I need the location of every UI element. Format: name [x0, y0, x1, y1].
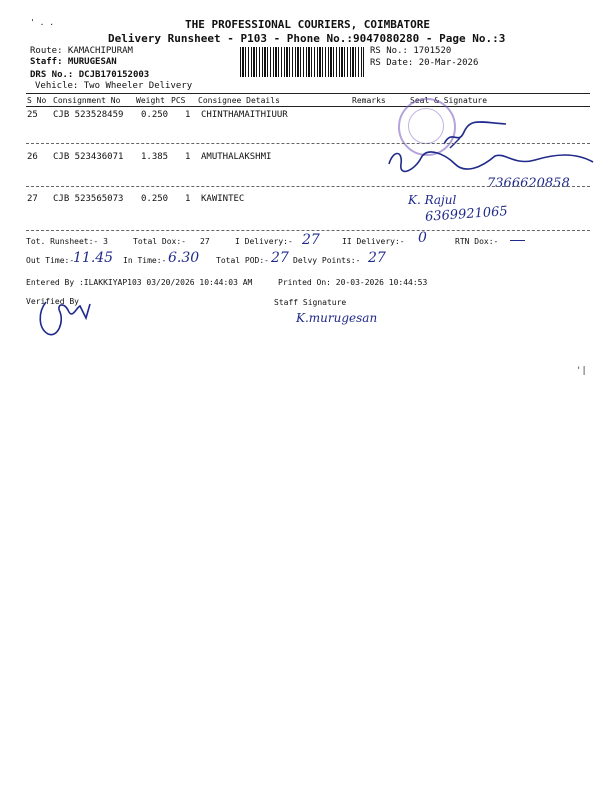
scan-marks: ' . .	[30, 18, 55, 27]
ii-delivery-label: II Delivery:-	[342, 237, 405, 246]
row-divider	[26, 143, 590, 144]
drs-number: DRS No.: DCJB170152003	[30, 70, 150, 80]
col-pcs: PCS	[171, 96, 186, 105]
total-dox-label: Total Dox:-	[133, 237, 186, 246]
header-rule-top	[26, 93, 590, 94]
verified-by-signature	[34, 298, 98, 340]
entered-by: Entered By :ILAKKIYAP103 03/20/2026 10:44:03 AM	[26, 278, 253, 287]
tot-runsheet: Tot. Runsheet:- 3	[26, 237, 108, 246]
col-seal: Seal & Signature	[410, 96, 488, 105]
row-divider	[26, 186, 590, 187]
company-title: THE PROFESSIONAL COURIERS, COIMBATORE	[185, 18, 431, 31]
route-field: Route: KAMACHIPURAM	[30, 46, 133, 56]
row-27-consignee: KAWINTEC	[201, 194, 245, 204]
delvy-points-value: 27	[368, 250, 386, 266]
i-delivery-value: 27	[302, 232, 320, 248]
ii-delivery-value: 0	[418, 230, 427, 246]
row-27-consignment: CJB 523565073	[53, 194, 124, 204]
col-weight: Weight	[136, 96, 165, 105]
row-26-consignment: CJB 523436071	[53, 152, 124, 162]
row-27-weight: 0.250	[141, 194, 169, 204]
vehicle-field: Vehicle: Two Wheeler Delivery	[35, 81, 193, 91]
row-27-phone: 6369921065	[424, 204, 509, 225]
row-26-consignee: AMUTHALAKSHMI	[201, 152, 272, 162]
row-27-sno: 27	[27, 194, 38, 204]
row-26-weight: 1.385	[141, 152, 169, 162]
in-time-label: In Time:-	[123, 256, 167, 265]
staff-field: Staff: MURUGESAN	[30, 57, 117, 67]
in-time-value: 6.30	[168, 250, 200, 266]
row-26-sno: 26	[27, 152, 38, 162]
header-rule-bottom	[26, 106, 590, 107]
total-pod-value: 27	[271, 250, 289, 266]
i-delivery-label: I Delivery:-	[235, 237, 293, 246]
runsheet-subtitle: Delivery Runsheet - P103 - Phone No.:9047080280 - Page No.:3	[108, 32, 506, 45]
row-25-consignee: CHINTHAMAITHIUUR	[201, 110, 288, 120]
col-consignment: Consignment No	[53, 96, 121, 105]
row-27-receiver-name: K. Rajul	[408, 193, 457, 207]
margin-mark: '|	[576, 366, 587, 376]
total-dox-value: 27	[200, 237, 210, 246]
col-sno: S No	[27, 96, 47, 105]
rs-number: RS No.: 1701520	[370, 46, 452, 56]
row-25-sno: 25	[27, 110, 38, 120]
row-27-pcs: 1	[185, 194, 191, 204]
row-26-signature	[385, 146, 597, 176]
total-pod-label: Total POD:-	[216, 256, 269, 265]
staff-signature: K.murugesan	[296, 311, 378, 325]
row-26-phone: 7366620858	[487, 176, 570, 191]
row-divider	[26, 230, 590, 231]
row-25-pcs: 1	[185, 110, 191, 120]
printed-on: Printed On: 20-03-2026 10:44:53	[278, 278, 428, 287]
out-time-label: Out Time:-	[26, 256, 75, 265]
col-consignee: Consignee Details	[198, 96, 280, 105]
rtn-dox-value	[510, 240, 525, 241]
delvy-points-label: Delvy Points:-	[293, 256, 361, 265]
rtn-dox-label: RTN Dox:-	[455, 237, 499, 246]
staff-signature-label: Staff Signature	[274, 298, 347, 307]
col-remarks: Remarks	[352, 96, 386, 105]
rs-date: RS Date: 20-Mar-2026	[370, 58, 479, 68]
row-25-consignment: CJB 523528459	[53, 110, 124, 120]
row-25-weight: 0.250	[141, 110, 169, 120]
barcode	[240, 47, 364, 77]
row-26-pcs: 1	[185, 152, 191, 162]
out-time-value: 11.45	[73, 250, 114, 266]
verified-by-label: Verified By	[26, 297, 79, 306]
